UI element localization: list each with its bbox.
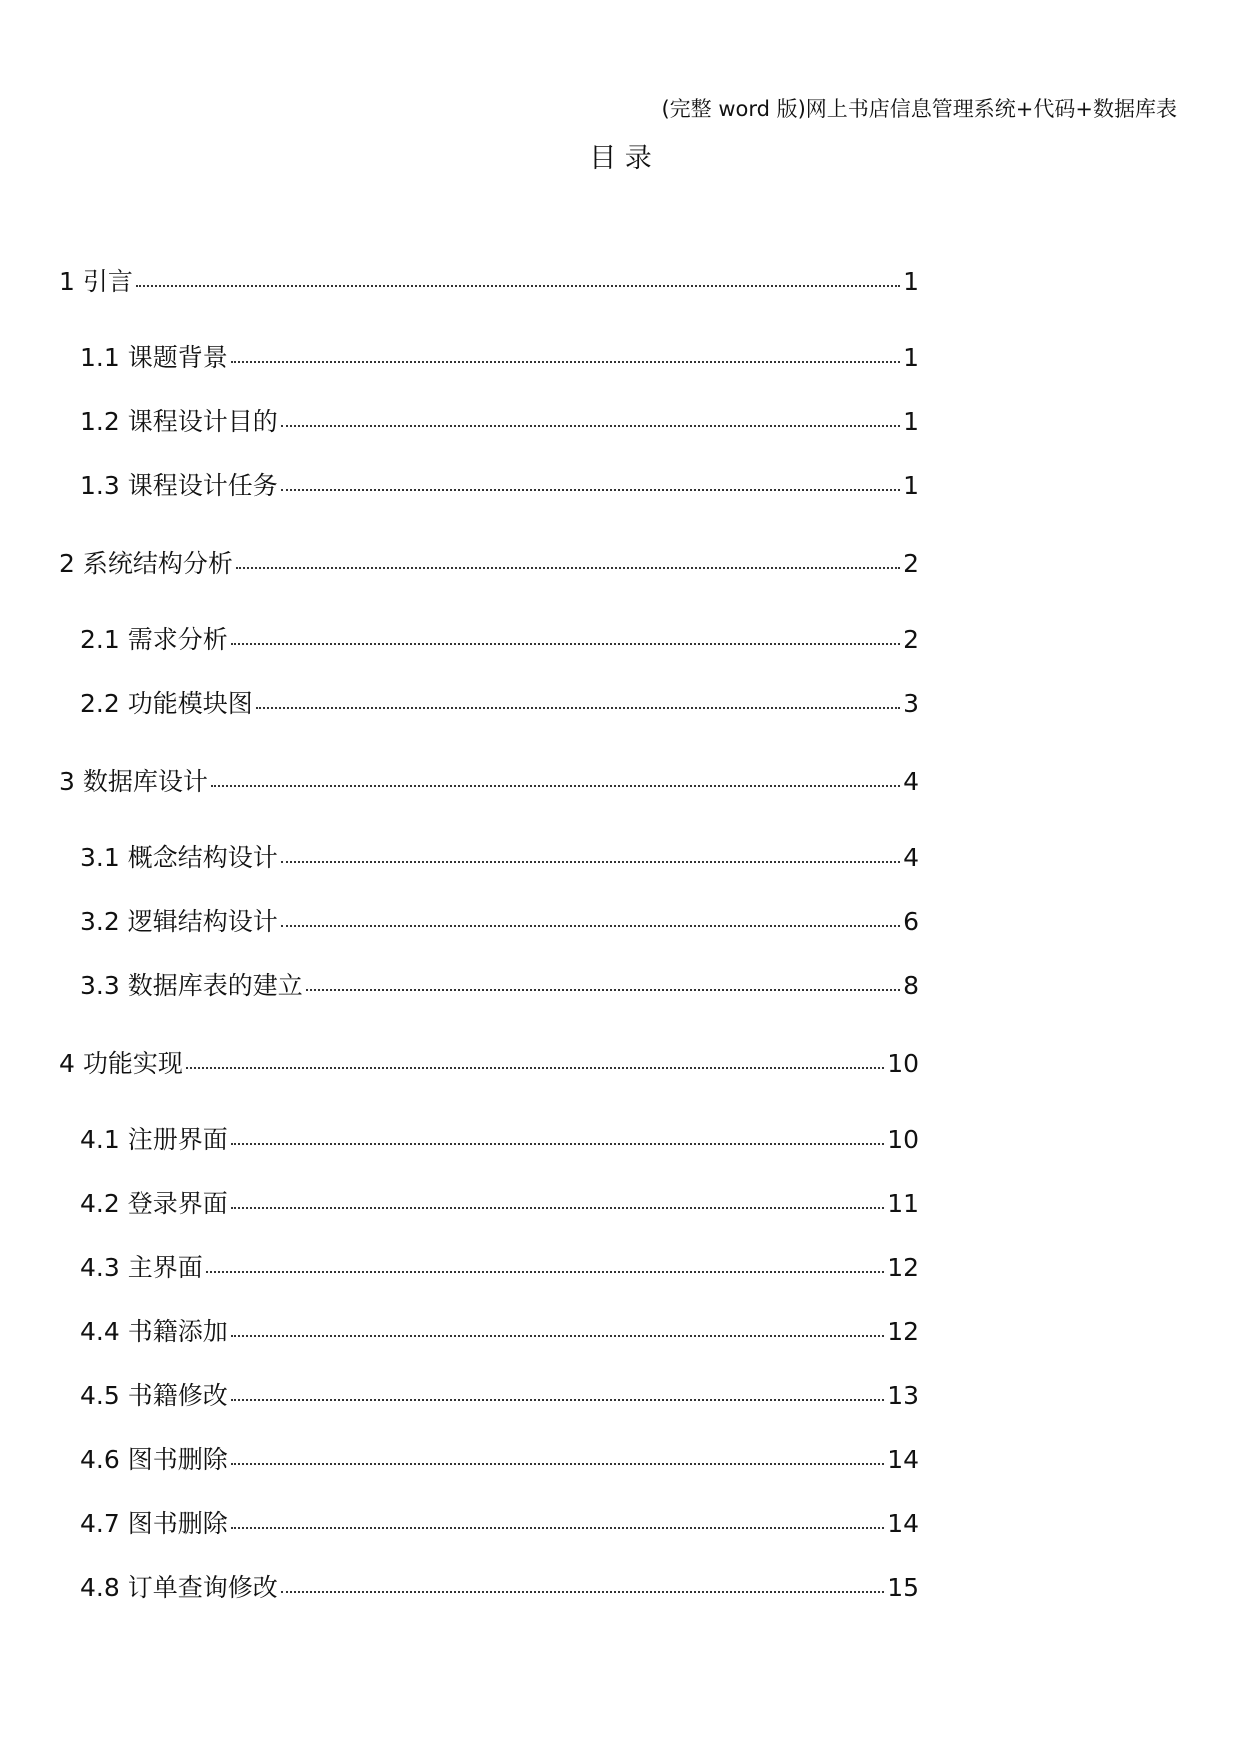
toc-dot-leader — [281, 423, 900, 427]
toc-dot-leader — [281, 923, 900, 927]
toc-entry[interactable] — [80, 969, 919, 1003]
toc-page-number: 4 — [903, 843, 919, 872]
toc-page-number: 10 — [887, 1049, 919, 1078]
toc-dot-leader — [231, 1461, 884, 1465]
toc-page-number: 14 — [887, 1509, 919, 1538]
toc-entry-label: 1.1 课题背景 — [80, 343, 228, 372]
toc-dot-leader — [231, 1141, 884, 1145]
toc-entry-label: 2 系统结构分析 — [59, 549, 233, 578]
toc-entry-label: 1 引言 — [59, 267, 133, 296]
toc-dot-leader — [206, 1269, 884, 1273]
toc-entry[interactable] — [80, 623, 919, 657]
toc-page-number: 2 — [903, 625, 919, 654]
toc-dot-leader — [186, 1065, 884, 1069]
toc-entry-label: 2.2 功能模块图 — [80, 689, 253, 718]
toc-page-number: 12 — [887, 1253, 919, 1282]
toc-dot-leader — [136, 283, 900, 287]
toc-entry-label: 3.3 数据库表的建立 — [80, 971, 303, 1000]
toc-dot-leader — [306, 987, 900, 991]
toc-page-number: 10 — [887, 1125, 919, 1154]
toc-dot-leader — [231, 1525, 884, 1529]
toc-entry[interactable] — [80, 1315, 919, 1349]
toc-entry-label: 2.1 需求分析 — [80, 625, 228, 654]
toc-page-number: 11 — [887, 1189, 919, 1218]
toc-entry[interactable] — [59, 547, 919, 581]
toc-entry-label: 4 功能实现 — [59, 1049, 183, 1078]
toc-entry-label: 3.2 逻辑结构设计 — [80, 907, 278, 936]
toc-dot-leader — [231, 1333, 884, 1337]
toc-entry[interactable] — [80, 1443, 919, 1477]
toc-dot-leader — [211, 783, 900, 787]
toc-entry-label: 4.5 书籍修改 — [80, 1381, 228, 1410]
toc-entry[interactable] — [80, 1123, 919, 1157]
toc-entry[interactable] — [59, 1047, 919, 1081]
toc-entry[interactable] — [59, 265, 919, 299]
toc-dot-leader — [281, 487, 900, 491]
toc-entry[interactable] — [80, 405, 919, 439]
toc-entry-label: 4.1 注册界面 — [80, 1125, 228, 1154]
toc-entry[interactable] — [80, 905, 919, 939]
toc-entry[interactable] — [80, 1571, 919, 1605]
toc-entry[interactable] — [80, 1379, 919, 1413]
toc-page-number: 4 — [903, 767, 919, 796]
toc-dot-leader — [231, 1205, 884, 1209]
toc-entry-label: 4.4 书籍添加 — [80, 1317, 228, 1346]
toc-title: 目 录 — [589, 143, 652, 174]
toc-entry-label: 1.2 课程设计目的 — [80, 407, 278, 436]
toc-entry[interactable] — [80, 469, 919, 503]
toc-entry-label: 4.8 订单查询修改 — [80, 1573, 278, 1602]
toc-entry-label: 1.3 课程设计任务 — [80, 471, 278, 500]
toc-page-number: 14 — [887, 1445, 919, 1474]
toc-dot-leader — [256, 705, 900, 709]
toc-entry[interactable] — [80, 841, 919, 875]
toc-entry[interactable] — [80, 1507, 919, 1541]
toc-page-number: 12 — [887, 1317, 919, 1346]
toc-entry[interactable] — [59, 765, 919, 799]
running-header: (完整 word 版)网上书店信息管理系统+代码+数据库表 — [661, 97, 1177, 121]
toc-page-number: 1 — [903, 343, 919, 372]
toc-page-number: 2 — [903, 549, 919, 578]
toc-dot-leader — [231, 1397, 884, 1401]
toc-dot-leader — [281, 859, 900, 863]
toc-page-number: 3 — [903, 689, 919, 718]
toc-entry-label: 3.1 概念结构设计 — [80, 843, 278, 872]
toc-dot-leader — [281, 1589, 884, 1593]
toc-dot-leader — [231, 359, 900, 363]
toc-entry-label: 4.6 图书删除 — [80, 1445, 228, 1474]
toc-page-number: 1 — [903, 407, 919, 436]
toc-entry-label: 4.3 主界面 — [80, 1253, 203, 1282]
toc-entry[interactable] — [80, 1187, 919, 1221]
toc-page-number: 1 — [903, 267, 919, 296]
toc-dot-leader — [236, 565, 900, 569]
toc-entry[interactable] — [80, 341, 919, 375]
toc-page-number: 6 — [903, 907, 919, 936]
toc-dot-leader — [231, 641, 900, 645]
toc-page-number: 15 — [887, 1573, 919, 1602]
toc-page-number: 1 — [903, 471, 919, 500]
toc-entry[interactable] — [80, 687, 919, 721]
toc-entry[interactable] — [80, 1251, 919, 1285]
toc-entry-label: 3 数据库设计 — [59, 767, 208, 796]
toc-page-number: 13 — [887, 1381, 919, 1410]
toc-entry-label: 4.2 登录界面 — [80, 1189, 228, 1218]
toc-entry-label: 4.7 图书删除 — [80, 1509, 228, 1538]
toc-page-number: 8 — [903, 971, 919, 1000]
